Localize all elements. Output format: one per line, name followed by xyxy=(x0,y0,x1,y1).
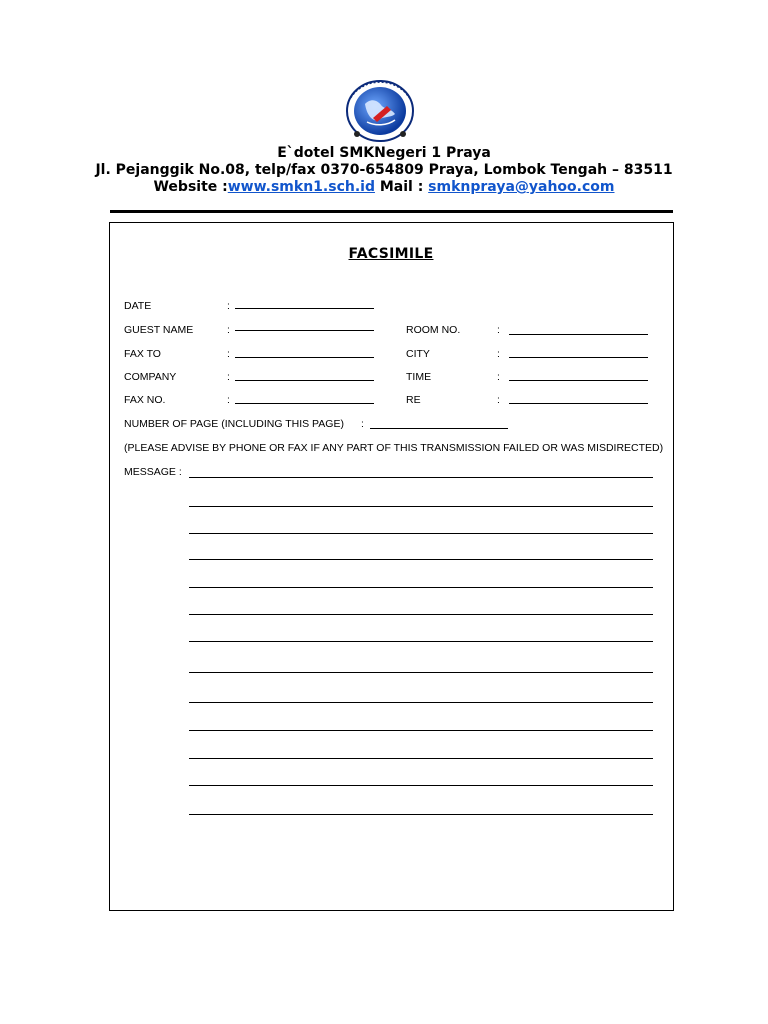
field-label-fax-to: FAX TO xyxy=(124,348,161,360)
field-colon: : xyxy=(227,371,230,383)
message-line[interactable] xyxy=(189,641,653,642)
message-line[interactable] xyxy=(189,702,653,703)
message-line[interactable] xyxy=(189,814,653,815)
field-line-city[interactable] xyxy=(509,357,648,358)
website-link[interactable]: www.smkn1.sch.id xyxy=(227,179,375,195)
facsimile-form-frame xyxy=(109,222,674,911)
field-line-re[interactable] xyxy=(509,403,648,404)
message-line[interactable] xyxy=(189,559,653,560)
field-label-date: DATE xyxy=(124,300,152,312)
field-label-room-no: ROOM NO. xyxy=(406,324,461,336)
field-colon: : xyxy=(497,348,500,360)
message-line[interactable] xyxy=(189,587,653,588)
field-line-fax-no[interactable] xyxy=(235,403,374,404)
field-label-guest-name: GUEST NAME xyxy=(124,324,194,336)
field-line-date[interactable] xyxy=(235,308,374,309)
field-line-company[interactable] xyxy=(235,380,374,381)
website-label: Website : xyxy=(153,179,228,195)
school-logo-icon xyxy=(343,78,417,144)
field-line-number-of-pages[interactable] xyxy=(370,428,508,429)
field-label-re: RE xyxy=(406,394,421,406)
message-line[interactable] xyxy=(189,614,653,615)
address-line: Jl. Pejanggik No.08, telp/fax 0370-654809 Praya, Lombok Tengah – 83511 xyxy=(95,162,673,178)
field-colon: : xyxy=(227,324,230,336)
advise-note: (PLEASE ADVISE BY PHONE OR FAX IF ANY PART OF THIS TRANSMISSION FAILED OR WAS MISDIRECTED) xyxy=(124,442,664,454)
field-label-number-of-pages: NUMBER OF PAGE (INCLUDING THIS PAGE) xyxy=(124,418,344,430)
field-colon: : xyxy=(361,418,364,430)
message-line[interactable] xyxy=(189,730,653,731)
mail-label: Mail : xyxy=(374,179,429,195)
field-label-company: COMPANY xyxy=(124,371,177,383)
field-label-time: TIME xyxy=(406,371,432,383)
field-line-time[interactable] xyxy=(509,380,648,381)
field-label-city: CITY xyxy=(406,348,430,360)
field-colon: : xyxy=(497,394,500,406)
field-colon: : xyxy=(227,348,230,360)
header-divider xyxy=(110,210,673,213)
mail-link[interactable]: smknpraya@yahoo.com xyxy=(428,179,615,195)
field-label-message: MESSAGE : xyxy=(124,466,182,478)
field-line-fax-to[interactable] xyxy=(235,357,374,358)
field-colon: : xyxy=(227,394,230,406)
field-colon: : xyxy=(497,371,500,383)
field-line-room-no[interactable] xyxy=(509,334,648,335)
field-line-guest-name[interactable] xyxy=(235,330,374,331)
message-line[interactable] xyxy=(189,785,653,786)
message-line[interactable] xyxy=(189,506,653,507)
field-colon: : xyxy=(497,324,500,336)
field-label-fax-no: FAX NO. xyxy=(124,394,166,406)
message-line[interactable] xyxy=(189,477,653,478)
form-title: FACSIMILE xyxy=(348,246,434,262)
message-line[interactable] xyxy=(189,672,653,673)
field-colon: : xyxy=(227,300,230,312)
message-line[interactable] xyxy=(189,758,653,759)
org-name: E`dotel SMKNegeri 1 Praya xyxy=(277,145,491,161)
message-line[interactable] xyxy=(189,533,653,534)
contact-line xyxy=(0,179,768,196)
